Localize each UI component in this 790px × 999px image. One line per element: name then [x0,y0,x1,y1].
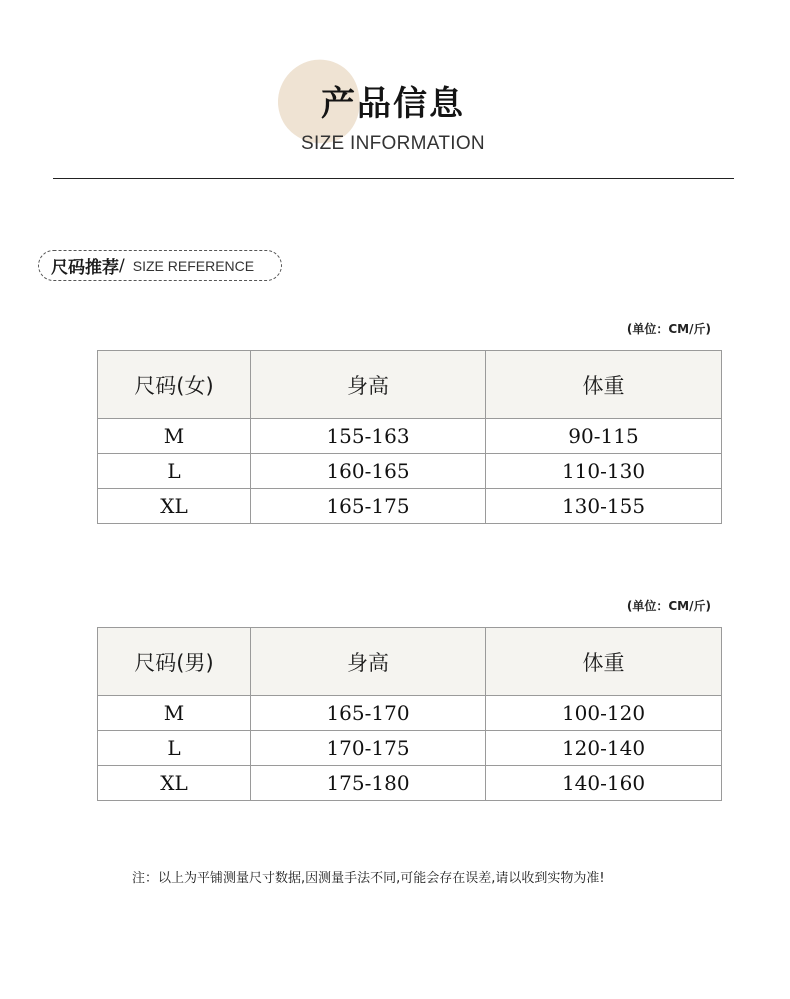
header-size: 尺码(男) [98,628,251,696]
unit-label-men: (单位：CM/斤) [626,599,711,613]
cell-size: XL [98,489,251,524]
section-label-pill [38,250,282,281]
cell-weight: 90-115 [486,419,722,454]
cell-size: M [98,419,251,454]
cell-height: 160-165 [251,454,486,489]
cell-weight: 120-140 [486,731,722,766]
page-subtitle: SIZE INFORMATION [301,133,485,154]
header-size: 尺码(女) [98,351,251,419]
section-label-cn: 尺码推荐 [51,258,119,278]
table-row [98,419,722,454]
cell-weight: 110-130 [486,454,722,489]
cell-weight: 140-160 [486,766,722,801]
section-label-slash: / [119,255,125,276]
cell-size: M [98,696,251,731]
table-row [98,731,722,766]
table-row [98,766,722,801]
cell-height: 165-170 [251,696,486,731]
header-divider [53,178,734,179]
table-header-row [98,351,722,419]
cell-weight: 130-155 [486,489,722,524]
header-height: 身高 [251,628,486,696]
table-row [98,454,722,489]
cell-height: 170-175 [251,731,486,766]
table-row [98,489,722,524]
cell-weight: 100-120 [486,696,722,731]
cell-size: XL [98,766,251,801]
table-row [98,696,722,731]
page-title: 产品信息 [321,84,465,124]
cell-size: L [98,454,251,489]
size-table-women [97,350,722,524]
table-header-row [98,628,722,696]
cell-size: L [98,731,251,766]
measurement-note: 注：以上为平铺测量尺寸数据,因测量手法不同,可能会存在误差,请以收到实物为准! [132,871,605,886]
header-height: 身高 [251,351,486,419]
cell-height: 155-163 [251,419,486,454]
size-table-men [97,627,722,801]
section-label-en: SIZE REFERENCE [132,257,255,274]
cell-height: 165-175 [251,489,486,524]
cell-height: 175-180 [251,766,486,801]
header-weight: 体重 [486,628,722,696]
unit-label-women: (单位：CM/斤) [626,322,711,336]
header-weight: 体重 [486,351,722,419]
